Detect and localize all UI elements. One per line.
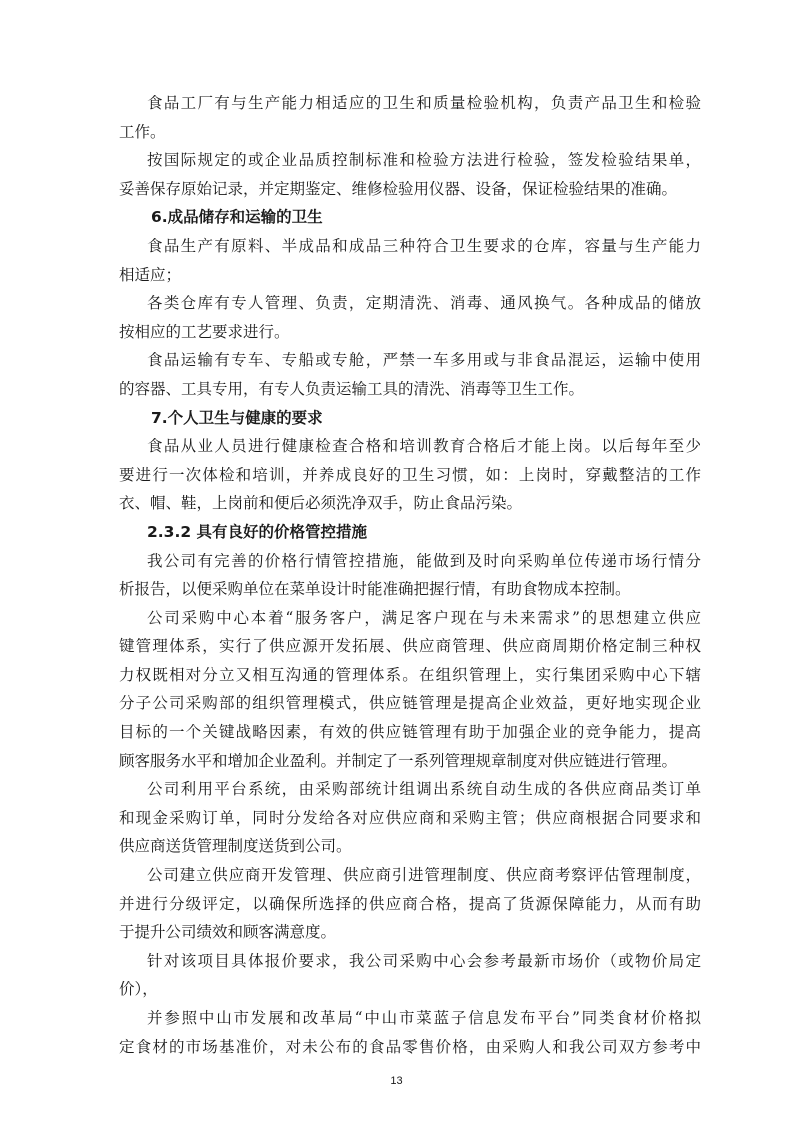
paragraph	[119, 89, 701, 146]
paragraph	[119, 547, 701, 604]
paragraph-line: 相适应；	[119, 265, 182, 284]
paragraph	[119, 861, 701, 947]
paragraph-line: 并进行分级评定，以确保所选择的供应商合格，提高了货源保障能力，从而有助	[119, 894, 701, 913]
paragraph	[119, 232, 701, 289]
paragraph-line: 食品从业人员进行健康检查合格和培训教育合格后才能上岗。以后每年至少	[147, 437, 701, 456]
paragraph-line: 妥善保存原始记录，并定期鉴定、维修检验用仪器、设备，保证检验结果的准确。	[119, 179, 678, 198]
paragraph	[119, 146, 701, 203]
paragraph-line: 顾客服务水平和增加企业盈利。并制定了一系列管理规章制度对供应链进行管理。	[119, 751, 678, 770]
section-heading: 6.成品储存和运输的卫生	[151, 208, 323, 227]
document-body	[119, 89, 701, 1061]
paragraph-line: 我公司有完善的价格行情管控措施，能做到及时向采购单位传递市场行情分	[147, 551, 701, 570]
paragraph	[119, 432, 701, 518]
paragraph-line: 价），	[119, 980, 158, 999]
paragraph-line: 各类仓库有专人管理、负责，定期清洗、消毒、通风换气。各种成品的储放	[147, 294, 701, 313]
paragraph-line: 和现金采购订单，同时分发给各对应供应商和采购主管；供应商根据合同要求和	[119, 808, 701, 827]
paragraph-line: 按国际规定的或企业品质控制标准和检验方法进行检验，签发检验结果单，	[147, 151, 701, 170]
paragraph-line: 按相应的工艺要求进行。	[119, 322, 290, 341]
paragraph	[119, 1004, 701, 1061]
paragraph-line: 目标的一个关键战略因素，有效的供应链管理有助于加强企业的竞争能力，提高	[119, 723, 701, 742]
page-number: 13	[390, 1075, 403, 1088]
paragraph	[119, 775, 701, 861]
paragraph	[119, 947, 701, 1004]
paragraph-line: 食品运输有专车、专船或专舱，严禁一车多用或与非食品混运，运输中使用	[147, 351, 701, 370]
paragraph-line: 定食材的市场基准价，对未公布的食品零售价格，由采购人和我公司双方参考中	[119, 1037, 701, 1056]
paragraph-line: 要进行一次体检和培训，并养成良好的卫生习惯，如：上岗时，穿戴整洁的工作	[119, 465, 701, 484]
paragraph-line: 公司采购中心本着“服务客户，满足客户现在与未来需求”的思想建立供应	[147, 608, 701, 627]
section-heading: 2.3.2 具有良好的价格管控措施	[147, 522, 368, 541]
paragraph-line: 食品生产有原料、半成品和成品三种符合卫生要求的仓库，容量与生产能力	[147, 236, 701, 255]
paragraph-line: 公司利用平台系统，由采购部统计组调出系统自动生成的各供应商品类订单	[147, 780, 701, 799]
paragraph-line: 工作。	[119, 122, 166, 141]
paragraph	[119, 346, 701, 403]
paragraph-line: 公司建立供应商开发管理、供应商引进管理制度、供应商考察评估管理制度，	[147, 866, 701, 885]
paragraph-line: 析报告，以便采购单位在菜单设计时能准确把握行情，有助食物成本控制。	[119, 580, 631, 599]
paragraph-line: 的容器、工具专用，有专人负责运输工具的清洗、消毒等卫生工作。	[119, 379, 585, 398]
paragraph-line: 衣、帽、鞋，上岗前和便后必须洗净双手，防止食品污染。	[119, 494, 523, 513]
paragraph-line: 于提升公司绩效和顾客满意度。	[119, 923, 337, 942]
paragraph-line: 力权既相对分立又相互沟通的管理体系。在组织管理上，实行集团采购中心下辖	[119, 665, 701, 684]
paragraph-line: 并参照中山市发展和改革局“中山市菜蓝子信息发布平台”同类食材价格拟	[147, 1009, 701, 1027]
paragraph-line: 键管理体系，实行了供应源开发拓展、供应商管理、供应商周期价格定制三种权	[119, 637, 701, 656]
section-heading: 7.个人卫生与健康的要求	[151, 408, 323, 427]
paragraph-line: 食品工厂有与生产能力相适应的卫生和质量检验机构，负责产品卫生和检验	[147, 94, 701, 112]
paragraph-line: 针对该项目具体报价要求，我公司采购中心会参考最新市场价（或物价局定	[147, 951, 701, 970]
paragraph	[119, 604, 701, 776]
paragraph-line: 分子公司采购部的组织管理模式，供应链管理是提高企业效益，更好地实现企业	[119, 694, 701, 713]
paragraph	[119, 289, 701, 346]
paragraph-line: 供应商送货管理制度送货到公司。	[119, 837, 352, 856]
